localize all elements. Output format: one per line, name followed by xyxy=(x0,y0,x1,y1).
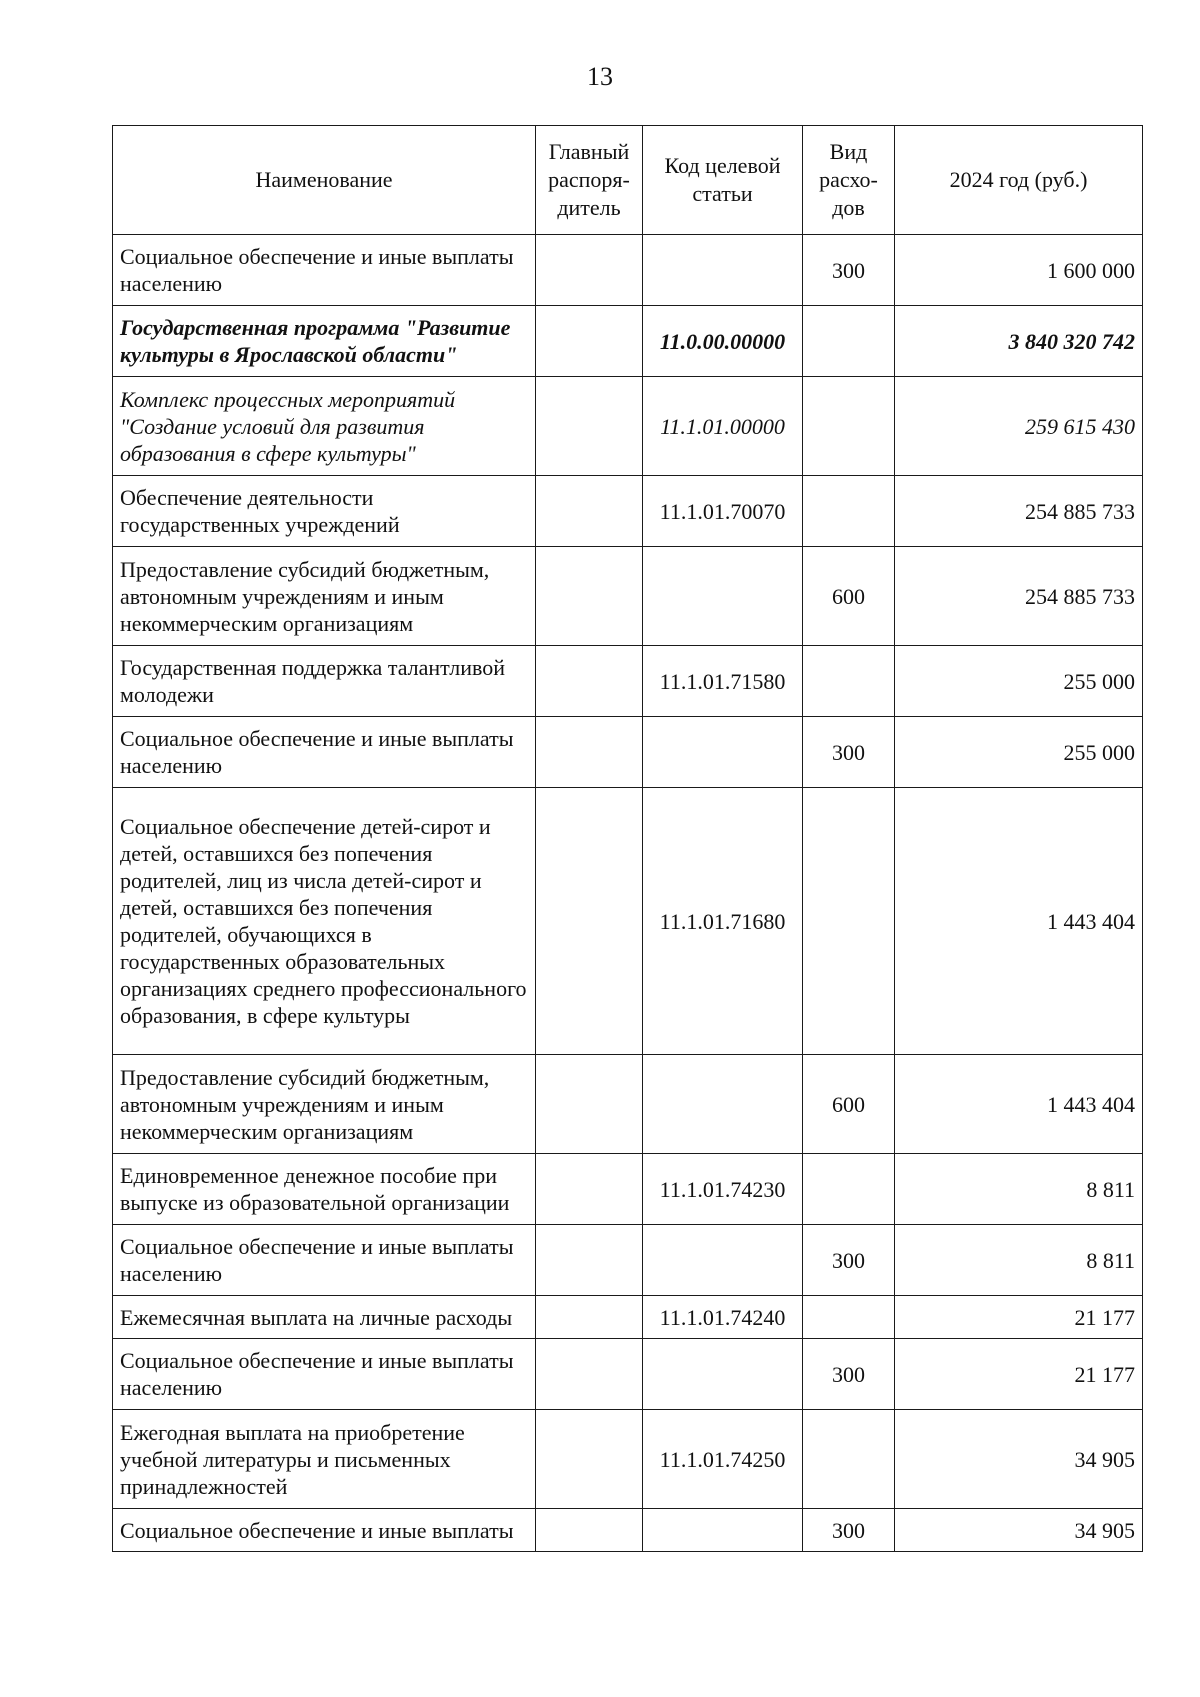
row-kind: 600 xyxy=(803,1055,895,1154)
row-admin xyxy=(536,717,643,788)
row-kind xyxy=(803,646,895,717)
row-code: 11.1.01.71580 xyxy=(643,646,803,717)
header-kind: Вид расхо-дов xyxy=(803,126,895,235)
row-amount: 254 885 733 xyxy=(895,476,1143,547)
row-admin xyxy=(536,1055,643,1154)
row-name: Комплекс процессных мероприятий "Создание условий для развития образования в сфере культуры" xyxy=(113,377,536,476)
row-name: Социальное обеспечение детей-сирот и детей, оставшихся без попечения родителей, лиц из числа детей-сирот и детей, оставшихся без попечения родителей, обучающихся в государственных образовательных организациях среднего профессионального образования, в сфере культуры xyxy=(113,788,536,1055)
row-kind xyxy=(803,306,895,377)
row-kind xyxy=(803,788,895,1055)
row-code xyxy=(643,717,803,788)
row-kind xyxy=(803,1296,895,1339)
table-header-row xyxy=(113,126,1143,235)
row-amount: 259 615 430 xyxy=(895,377,1143,476)
row-code xyxy=(643,235,803,306)
row-admin xyxy=(536,1154,643,1225)
header-name: Наименование xyxy=(113,126,536,235)
row-admin xyxy=(536,306,643,377)
row-admin xyxy=(536,1225,643,1296)
row-name: Предоставление субсидий бюджетным, автономным учреждениям и иным некоммерческим организациям xyxy=(113,547,536,646)
row-admin xyxy=(536,1339,643,1410)
table-row xyxy=(113,1154,1143,1225)
table-row xyxy=(113,306,1143,377)
table-row xyxy=(113,788,1143,1055)
row-code: 11.1.01.71680 xyxy=(643,788,803,1055)
header-code: Код целевой статьи xyxy=(643,126,803,235)
row-name: Социальное обеспечение и иные выплаты населению xyxy=(113,1225,536,1296)
row-code xyxy=(643,547,803,646)
table-row xyxy=(113,547,1143,646)
row-kind xyxy=(803,476,895,547)
row-admin xyxy=(536,1410,643,1509)
row-code: 11.0.00.00000 xyxy=(643,306,803,377)
row-kind xyxy=(803,1154,895,1225)
row-code xyxy=(643,1339,803,1410)
row-amount: 34 905 xyxy=(895,1509,1143,1552)
row-code xyxy=(643,1509,803,1552)
row-name: Социальное обеспечение и иные выплаты населению xyxy=(113,235,536,306)
table-row xyxy=(113,377,1143,476)
table-row xyxy=(113,646,1143,717)
row-kind: 300 xyxy=(803,1339,895,1410)
header-amount: 2024 год (руб.) xyxy=(895,126,1143,235)
row-kind: 300 xyxy=(803,1225,895,1296)
row-kind: 600 xyxy=(803,547,895,646)
row-admin xyxy=(536,235,643,306)
row-amount: 1 600 000 xyxy=(895,235,1143,306)
row-amount: 34 905 xyxy=(895,1410,1143,1509)
row-amount: 21 177 xyxy=(895,1296,1143,1339)
budget-table xyxy=(112,125,1143,1552)
row-name: Ежемесячная выплата на личные расходы xyxy=(113,1296,536,1339)
row-name: Государственная программа "Развитие культуры в Ярославской области" xyxy=(113,306,536,377)
row-admin xyxy=(536,1509,643,1552)
row-amount: 8 811 xyxy=(895,1225,1143,1296)
table-row xyxy=(113,476,1143,547)
row-admin xyxy=(536,646,643,717)
row-kind xyxy=(803,1410,895,1509)
table-row xyxy=(113,1509,1143,1552)
row-amount: 254 885 733 xyxy=(895,547,1143,646)
row-amount: 8 811 xyxy=(895,1154,1143,1225)
row-amount: 1 443 404 xyxy=(895,1055,1143,1154)
table-row xyxy=(113,1225,1143,1296)
table-row xyxy=(113,717,1143,788)
row-code xyxy=(643,1055,803,1154)
row-name: Социальное обеспечение и иные выплаты xyxy=(113,1509,536,1552)
row-admin xyxy=(536,476,643,547)
row-code: 11.1.01.70070 xyxy=(643,476,803,547)
row-amount: 1 443 404 xyxy=(895,788,1143,1055)
row-kind xyxy=(803,377,895,476)
row-name: Социальное обеспечение и иные выплаты населению xyxy=(113,717,536,788)
row-admin xyxy=(536,377,643,476)
row-amount: 3 840 320 742 xyxy=(895,306,1143,377)
row-code: 11.1.01.74250 xyxy=(643,1410,803,1509)
row-kind: 300 xyxy=(803,235,895,306)
table-row xyxy=(113,1339,1143,1410)
row-amount: 255 000 xyxy=(895,646,1143,717)
row-name: Социальное обеспечение и иные выплаты населению xyxy=(113,1339,536,1410)
header-admin: Главный распоря-дитель xyxy=(536,126,643,235)
row-admin xyxy=(536,788,643,1055)
table-row xyxy=(113,1296,1143,1339)
row-admin xyxy=(536,1296,643,1339)
table-row xyxy=(113,1055,1143,1154)
row-name: Ежегодная выплата на приобретение учебной литературы и письменных принадлежностей xyxy=(113,1410,536,1509)
row-amount: 255 000 xyxy=(895,717,1143,788)
row-name: Единовременное денежное пособие при выпуске из образовательной организации xyxy=(113,1154,536,1225)
page-number: 13 xyxy=(587,62,613,91)
row-admin xyxy=(536,547,643,646)
table-row xyxy=(113,1410,1143,1509)
table-row xyxy=(113,235,1143,306)
row-name: Государственная поддержка талантливой молодежи xyxy=(113,646,536,717)
row-code: 11.1.01.00000 xyxy=(643,377,803,476)
row-kind: 300 xyxy=(803,717,895,788)
row-kind: 300 xyxy=(803,1509,895,1552)
row-amount: 21 177 xyxy=(895,1339,1143,1410)
row-name: Обеспечение деятельности государственных учреждений xyxy=(113,476,536,547)
row-code: 11.1.01.74240 xyxy=(643,1296,803,1339)
row-name: Предоставление субсидий бюджетным, автономным учреждениям и иным некоммерческим организациям xyxy=(113,1055,536,1154)
row-code xyxy=(643,1225,803,1296)
row-code: 11.1.01.74230 xyxy=(643,1154,803,1225)
